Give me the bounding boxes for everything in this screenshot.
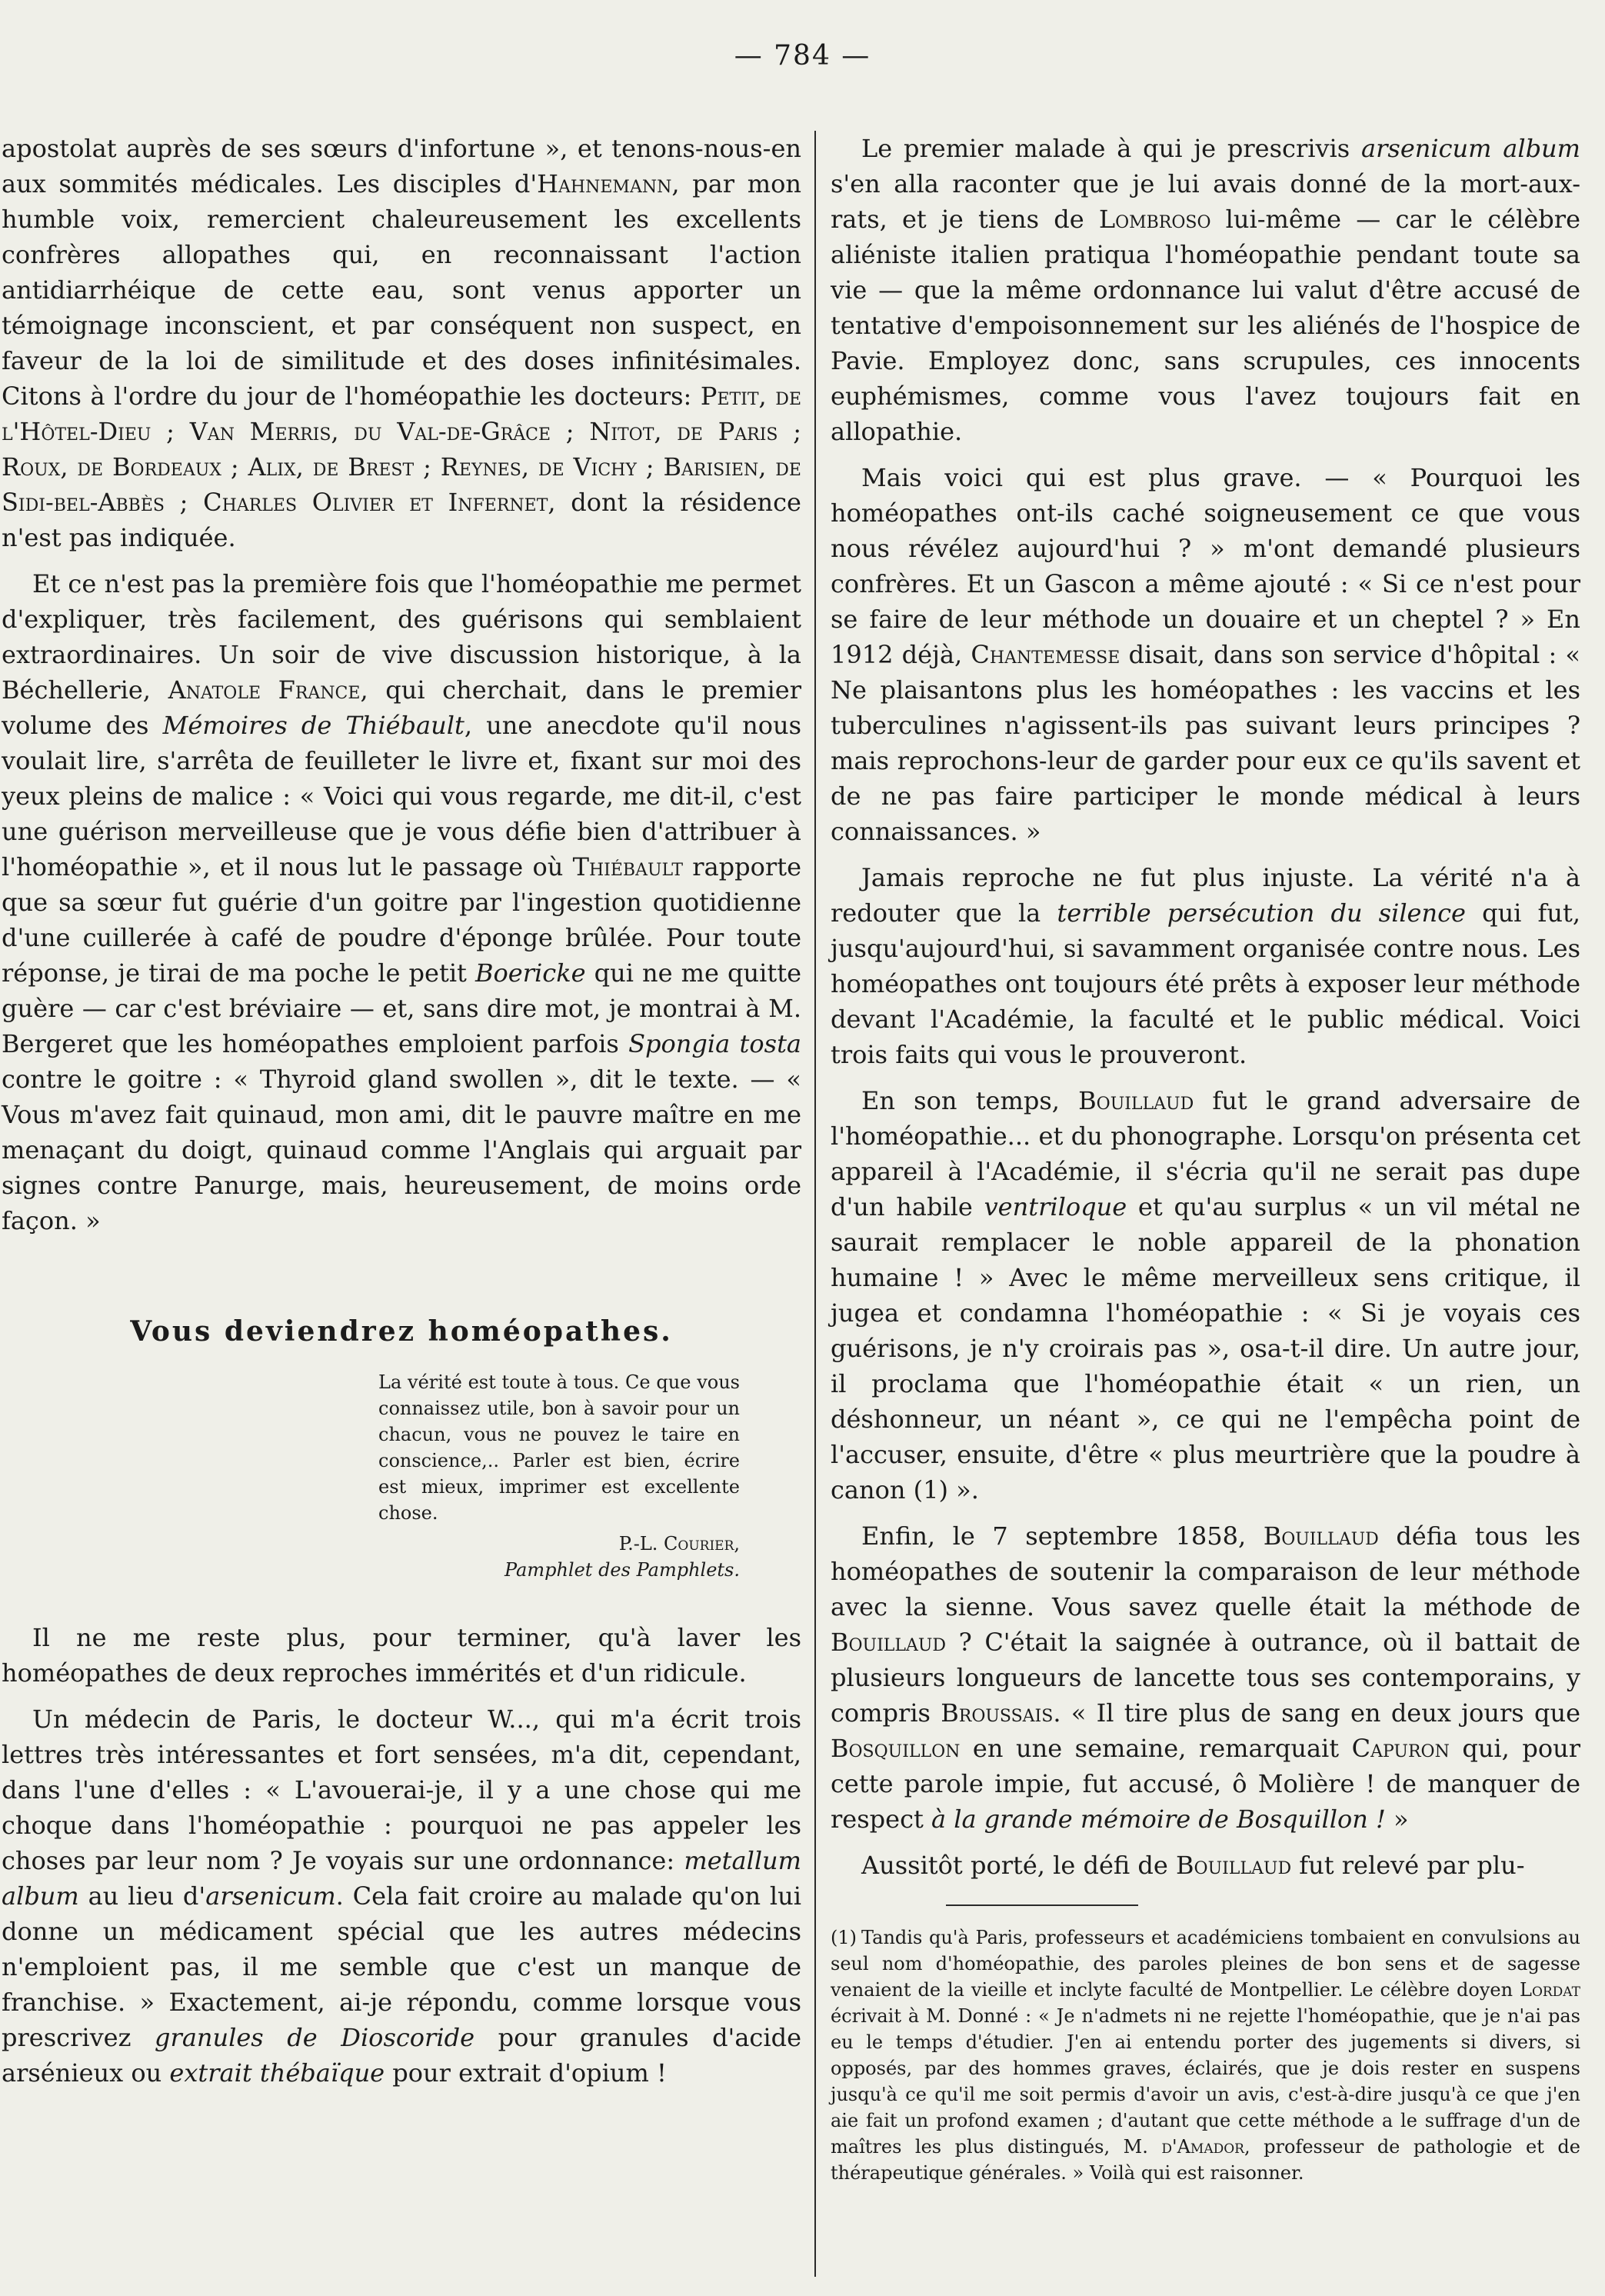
epigraph-source: Pamphlet des Pamphlets.	[504, 1559, 740, 1581]
epigraph	[378, 1369, 740, 1583]
paragraph: apostolat auprès de ses sœurs d'infortune », et tenons-nous-en aux sommités médicales. Les disciples d'Hahnemann, par mon humble voix, remercient chaleureusement les excellents confrères allopathes qui, en reconnaissant l'action antidiarrhéique de cette eau, sont venus apporter un témoignage inconscient, et par conséquent non suspect, en faveur de la loi de similitude et des doses infinitésimales. Citons à l'ordre du jour de l'homéopathie les docteurs: Petit, de l'Hôtel-Dieu ; Van Merris, du Val-de-Grâce ; Nitot, de Paris ; Roux, de Bordeaux ; Alix, de Brest ; Reynes, de Vichy ; Barisien, de Sidi-bel-Abbès ; Charles Olivier et Infernet, dont la résidence n'est pas indiquée.	[2, 134, 802, 552]
paragraph: En son temps, Bouillaud fut le grand adversaire de l'homéopathie... et du phonographe. Lorsqu'on présenta cet appareil à l'Académie, il s'écria qu'il ne serait pas dupe d'un habile ventriloque et qu'au surplus « un vil métal ne saurait remplacer le noble appareil de la phonation humaine ! » Avec le même merveilleux sens critique, il jugea et condamna l'homéopathie : « Si je voyais ces guérisons, je n'y croirais pas », osa-t-il dire. Un autre jour, il proclama que l'homéopathie était « un rien, un déshonneur, un néant », ce qui ne l'empêcha point de l'accuser, ensuite, d'être « plus meurtrière que la poudre à canon (1) ».	[831, 1086, 1581, 1505]
paragraph: Aussitôt porté, le défi de Bouillaud fut relevé par plu-	[861, 1851, 1525, 1880]
paragraph: Il ne me reste plus, pour terminer, qu'à laver les homéopathes de deux reproches immérités et d'un ridicule.	[2, 1623, 801, 1688]
paragraph: Mais voici qui est plus grave. — « Pourquoi les homéopathes ont-ils caché soigneusement ce que vous nous révélez aujourd'hui ? » m'ont demandé plusieurs confrères. Et un Gascon a même ajouté : « Si ce n'est pour se faire de leur méthode un douaire et un cheptel ? » En 1912 déjà, Chantemesse disait, dans son service d'hôpital : « Ne plaisantons plus les homéopathes : les vaccins et les tuberculines n'agissent-ils pas suivant leurs principes ? mais reprochons-leur de garder pour eux ce qu'ils savent et de ne pas faire participer le monde médical à leurs connaissances. »	[831, 463, 1580, 846]
epigraph-text: La vérité est toute à tous. Ce que vous connaissez utile, bon à savoir pour un chacun, vous ne pouvez le taire en conscience,.. Parler est bien, écrire est mieux, imprimer est excellente chose.	[378, 1371, 740, 1524]
epigraph-author: P.-L. Courier,	[618, 1533, 740, 1555]
paragraph: Enfin, le 7 septembre 1858, Bouillaud défia tous les homéopathes de soutenir la comparaison de leur méthode avec la sienne. Vous savez quelle était la méthode de Bouillaud ? C'était la saignée à outrance, où il battait de plusieurs longueurs de lancette tous ses contemporains, y compris Broussais. « Il tire plus de sang en deux jours que Bosquillon en une semaine, remarquait Capuron qui, pour cette parole impie, fut accusé, ô Molière ! de manquer de respect à la grande mémoire de Bosquillon ! »	[831, 1521, 1581, 1834]
column-divider	[814, 131, 816, 2277]
footnote-rule	[946, 1904, 1138, 1906]
right-column	[831, 131, 1580, 2186]
paragraph: Le premier malade à qui je prescrivis arsenicum album s'en alla raconter que je lui avais donné de la mort-aux-rats, et je tiens de Lombroso lui-même — car le célèbre aliéniste italien pratiqua l'homéopathie pendant toute sa vie — que la même ordonnance lui valut d'être accusé de tentative d'empoisonnement sur les aliénés de l'hospice de Pavie. Employez donc, sans scrupules, ces innocents euphémismes, comme vous l'avez toujours fait en allopathie.	[831, 134, 1581, 446]
paragraph: Et ce n'est pas la première fois que l'homéopathie me permet d'expliquer, très facilement, des guérisons qui semblaient extraordinaires. Un soir de vive discussion historique, à la Béchellerie, Anatole France, qui cherchait, dans le premier volume des Mémoires de Thiébault, une anecdote qu'il nous voulait lire, s'arrêta de feuilleter le livre et, fixant sur moi des yeux pleins de malice : « Voici qui vous regarde, me dit-il, c'est une guérison merveilleuse que je vous défie bien d'attribuer à l'homéopathie », et il nous lut le passage où Thiébault rapporte que sa sœur fut guérie d'un goitre par l'ingestion quotidienne d'une cuillerée à café de poudre d'éponge brûlée. Pour toute réponse, je tirai de ma poche le petit Boericke qui ne me quitte guère — car c'est bréviaire — et, sans dire mot, je montrai à M. Bergeret que les homéopathes emploient parfois Spongia tosta contre le goitre : « Thyroid gland swollen », dit le texte. — « Vous m'avez fait quinaud, mon ami, dit le pauvre maître en me menaçant du doigt, quinaud comme l'Anglais qui arguait par signes contre Panurge, mais, heureusement, de moins orde façon. »	[2, 569, 802, 1235]
paragraph: Un médecin de Paris, le docteur W..., qui m'a écrit trois lettres très intéressantes et fort sensées, m'a dit, cependant, dans l'une d'elles : « L'avouerai-je, il y a une chose qui me choque dans l'homéopathie : pourquoi ne pas appeler les choses par leur nom ? Je voyais sur une ordonnance: metallum album au lieu d'arsenicum. Cela fait croire au malade qu'on lui donne un médicament spécial que les autres médecins n'emploient pas, il me semble que c'est un manque de franchise. » Exactement, ai-je répondu, comme lorsque vous prescrivez granules de Dioscoride pour granules d'acide arsénieux ou extrait thébaïque pour extrait d'opium !	[2, 1705, 802, 2088]
left-column	[2, 131, 801, 2101]
paragraph: Jamais reproche ne fut plus injuste. La vérité n'a à redouter que la terrible persécution du silence qui fut, jusqu'aujourd'hui, si savamment organisée contre nous. Les homéopathes ont toujours été prêts à exposer leur méthode devant l'Académie, la faculté et le public médical. Voici trois faits qui vous le prouveront.	[831, 863, 1581, 1069]
footnote: (1) Tandis qu'à Paris, professeurs et académiciens tombaient en convulsions au seul nom d'homéopathie, des paroles pleines de bon sens et de sagesse venaient de la vieille et inclyte faculté de Montpellier. Le célèbre doyen Lordat écrivait à M. Donné : « Je n'admets ni ne rejette l'homéopathie, que je n'ai pas eu le temps d'étudier. J'en ai entendu porter des jugements si divers, si opposés, par des hommes graves, éclairés, que je dois rester en suspens jusqu'à ce qu'il me soit permis d'avoir un avis, c'est-à-dire jusqu'à ce que j'en aie fait un profond examen ; d'autant que cette méthode a le suffrage d'un de maîtres les plus distingués, M. d'Amador, professeur de pathologie et de thérapeutique générales. » Voilà qui est raisonner.	[831, 1927, 1580, 2184]
section-title: Vous deviendrez homéopathes.	[130, 1315, 673, 1348]
page-number: — 784 —	[734, 40, 871, 72]
